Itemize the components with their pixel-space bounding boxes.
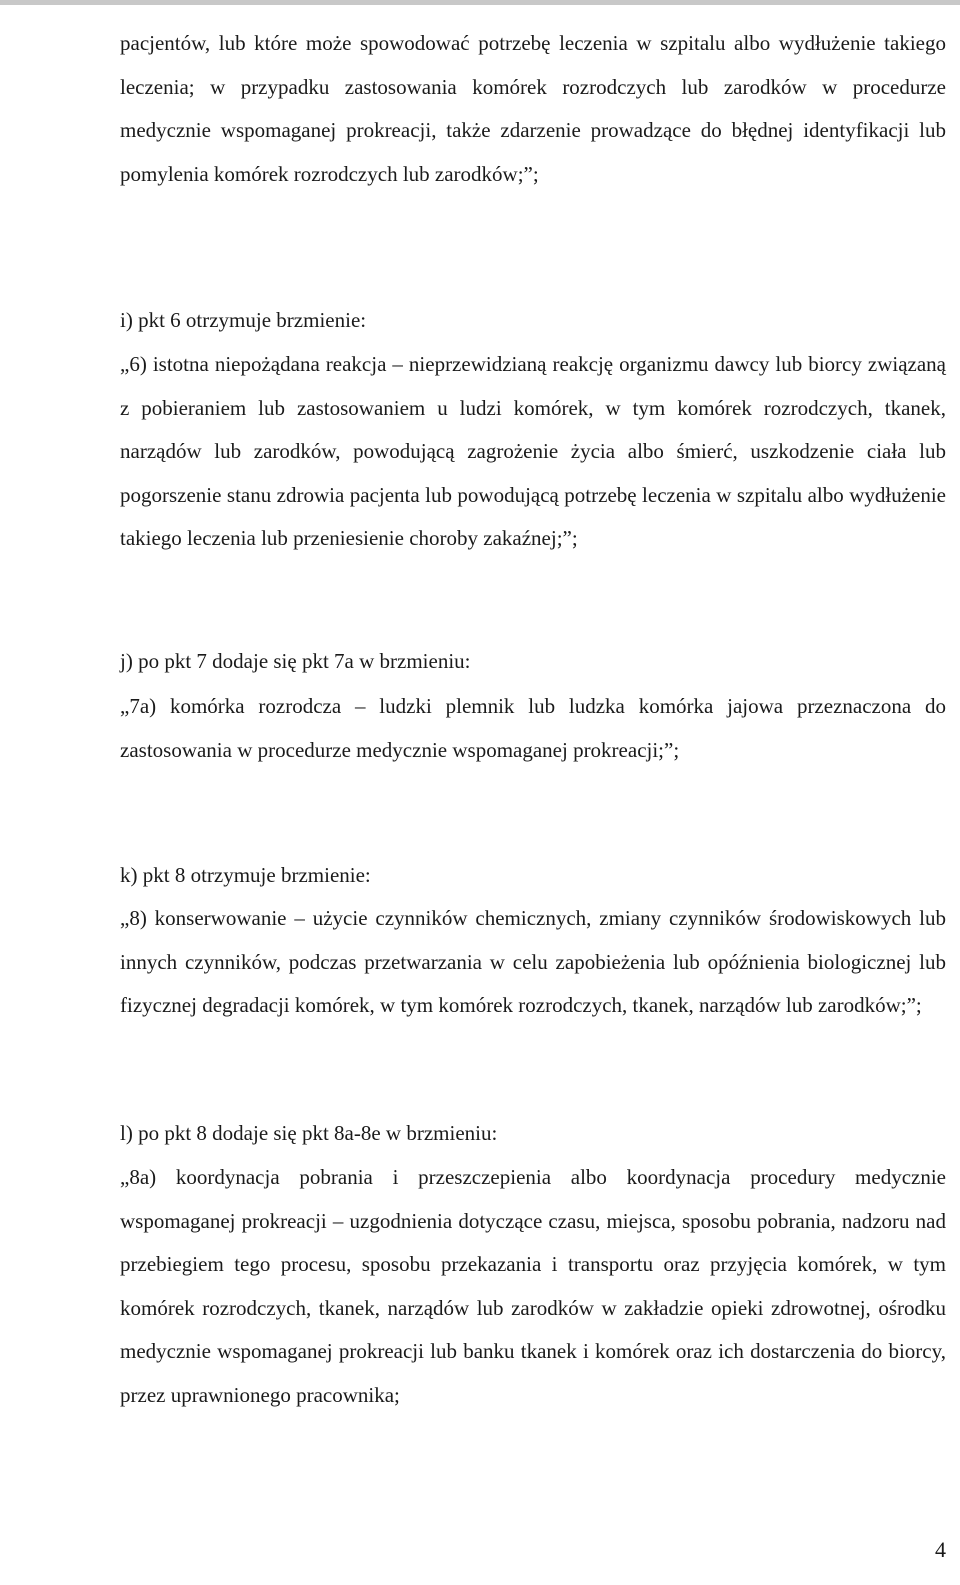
page-number: 4: [935, 1537, 946, 1562]
item-i-quote: „6) istotna niepożądana reakcja – nieprzewidzianą reakcję organizmu dawcy lub biorcy związaną z pobieraniem lub zastosowaniem u ludzi komórek, w tym komórek rozrodczych, tkanek, narządów lub zarodków, powodującą zagrożenie życia albo śmierć, uszkodzenie ciała lub pogorszenie stanu zdrowia pacjenta lub powodującą potrzebę leczenia w szpitalu albo wydłużenie takiego leczenia lub przeniesienie choroby zakaźnej;”;: [120, 352, 946, 551]
item-j-quote: „7a) komórka rozrodcza – ludzki plemnik lub ludzka komórka jajowa przeznaczona do zastosowania w procedurze medycznie wspomaganej prokreacji;”;: [120, 694, 946, 762]
item-i-lead: i) pkt 6 otrzymuje brzmienie:: [120, 308, 367, 332]
item-j-lead: j) po pkt 7 dodaje się pkt 7a w brzmieniu:: [120, 649, 471, 673]
continuation-paragraph: pacjentów, lub które może spowodować potrzebę leczenia w szpitalu albo wydłużenie takiego leczenia; w przypadku zastosowania komórek rozrodczych lub zarodków w procedurze medycznie wspomaganej prokreacji, także zdarzenie prowadzące do błędnej identyfikacji lub pomylenia komórek rozrodczych lub zarodków;”;: [120, 31, 946, 186]
item-k-lead: k) pkt 8 otrzymuje brzmienie:: [120, 863, 371, 887]
item-l-quote: „8a) koordynacja pobrania i przeszczepienia albo koordynacja procedury medycznie wspomaganej prokreacji – uzgodnienia dotyczące czasu, miejsca, sposobu pobrania, nadzoru nad przebiegiem tego procesu, sposobu przekazania i transportu oraz przyjęcia komórek, w tym komórek rozrodczych, tkanek, narządów lub zarodków w zakładzie opieki zdrowotnej, ośrodku medycznie wspomaganej prokreacji lub banku tkanek i komórek oraz ich dostarczenia do biorcy, przez uprawnionego pracownika;: [120, 1165, 946, 1407]
item-l-lead: l) po pkt 8 dodaje się pkt 8a-8e w brzmieniu:: [120, 1121, 498, 1145]
item-k-quote: „8) konserwowanie – użycie czynników chemicznych, zmiany czynników środowiskowych lub innych czynników, podczas przetwarzania w celu zapobieżenia lub opóźnienia biologicznej lub fizycznej degradacji komórek, w tym komórek rozrodczych, tkanek, narządów lub zarodków;”;: [120, 906, 946, 1018]
